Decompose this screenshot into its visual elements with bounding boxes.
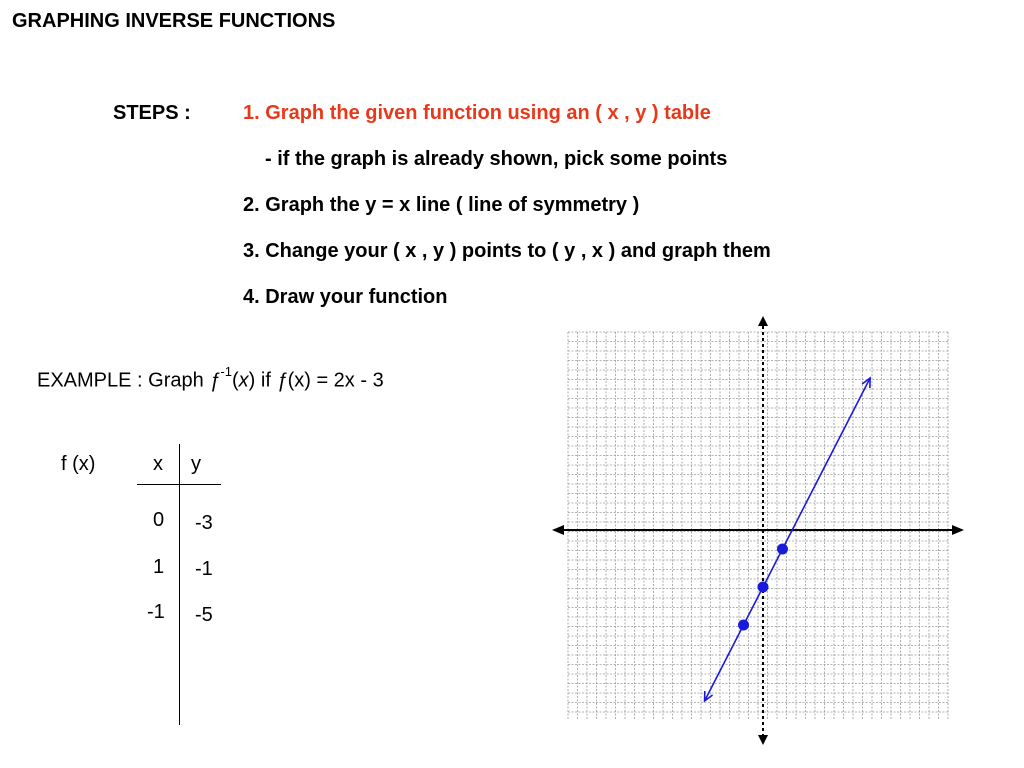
coordinate-graph (548, 312, 968, 748)
step-2: 2. Graph the y = x line ( line of symmetry ) (243, 194, 640, 216)
plotted-point (758, 582, 769, 593)
table-header-y: y (191, 453, 201, 475)
x-axis-left-arrow (552, 525, 564, 535)
step-1-note: - if the graph is already shown, pick some points (265, 148, 728, 170)
table-header-x: x (153, 453, 163, 475)
table-y-cell: -3 (195, 512, 213, 534)
x-axis-right-arrow (952, 525, 964, 535)
table-x-cell: 1 (153, 556, 165, 578)
plotted-point (777, 544, 788, 555)
table-vertical-rule (179, 444, 180, 725)
example-statement (37, 364, 384, 393)
y-axis-top-arrow (758, 316, 768, 326)
variable-x: x (238, 369, 249, 392)
inverse-exponent: -1 (220, 364, 232, 379)
axes (552, 316, 964, 745)
page-title: GRAPHING INVERSE FUNCTIONS (12, 10, 336, 32)
table-y-cell: -5 (195, 604, 213, 626)
example-rest: (x) = 2x - 3 (287, 369, 384, 392)
example-prefix: EXAMPLE : Graph (37, 369, 210, 392)
table-function-label: f (x) (61, 453, 96, 475)
table-y-cell: -1 (195, 558, 213, 580)
steps-label: STEPS : (113, 102, 191, 124)
grid-lines (568, 332, 948, 720)
function-symbol-2: ƒ (276, 369, 288, 392)
function-symbol: ƒ (209, 369, 221, 392)
step-3: 3. Change your ( x , y ) points to ( y , x ) and graph them (243, 240, 771, 262)
y-axis-bottom-arrow (758, 735, 768, 745)
step-1: 1. Graph the given function using an ( x , y ) table (243, 102, 711, 124)
table-x-cell: 0 (153, 509, 165, 531)
open-paren: ( (231, 369, 239, 392)
table-x-cell: -1 (147, 601, 165, 623)
step-4: 4. Draw your function (243, 286, 448, 308)
plotted-point (738, 620, 749, 631)
example-mid: ) if (248, 369, 277, 392)
